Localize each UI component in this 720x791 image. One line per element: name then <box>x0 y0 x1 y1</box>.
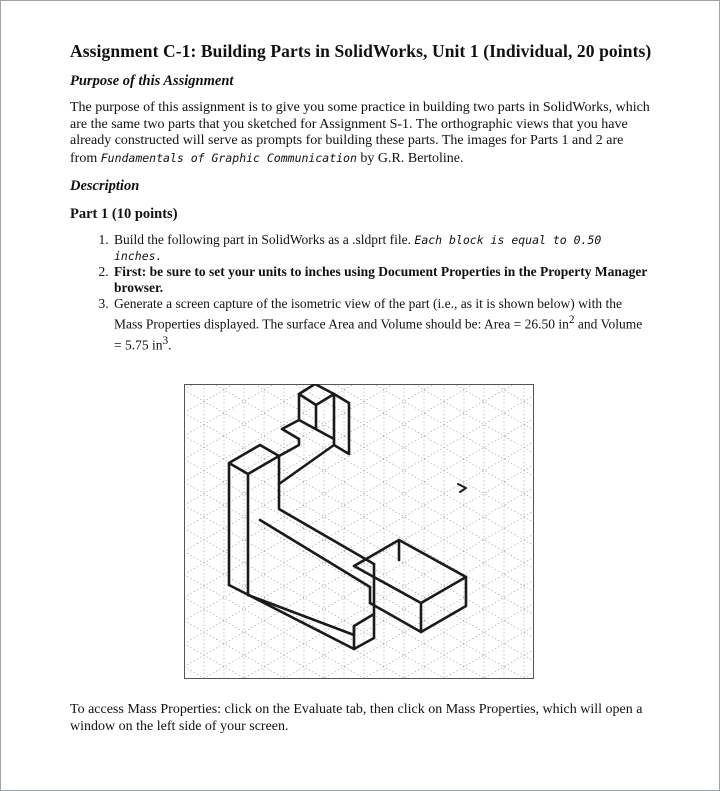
instruction-list <box>70 232 652 353</box>
purpose-paragraph <box>70 100 650 167</box>
figure-border <box>185 385 534 679</box>
step3-text-b: and Volume = 5.75 in <box>114 316 643 352</box>
step3-text-c: . <box>168 337 172 352</box>
list-item <box>112 296 652 353</box>
area-exponent: 2 <box>568 314 575 326</box>
book-title: Fundamentals of Graphic Communication <box>100 150 357 165</box>
list-item <box>112 232 652 264</box>
assignment-title: Assignment C-1: Building Parts in SolidWorks, Unit 1 (Individual, 20 points) <box>70 41 652 61</box>
footer-note: To access Mass Properties: click on the Evaluate tab, then click on Mass Properties, which will open a window on the left side of your screen. <box>70 702 643 734</box>
volume-exponent: 3 <box>162 334 169 347</box>
part1-heading: Part 1 (10 points) <box>70 206 178 222</box>
step1-text: Build the following part in SolidWorks as a .sldprt file. <box>114 232 415 247</box>
description-heading: Description <box>70 178 140 194</box>
document-body <box>70 41 660 353</box>
isometric-part-figure <box>184 384 534 679</box>
purpose-text-start: The purpose of this assignment is to give you some practice in building two parts in SolidWorks, which are the same two parts that you sketched for Assignment S-1. The orthographic views that you have already constructed will serve as prompts for building these parts. The images for Parts 1 and 2 are from <box>70 100 650 166</box>
step3-text-a: Generate a screen capture of the isometric view of the part (i.e., as it is shown below) with the Mass Properties displayed. The surface Area and Volume should be: Area = 26.50 in <box>114 296 622 332</box>
step2-bold-text: First: be sure to set your units to inches using Document Properties in the Property Manager browser. <box>114 264 648 295</box>
purpose-text-end: by G.R. Bertoline. <box>356 150 464 166</box>
step1-block-note: Each block is equal to 0.50 inches. <box>114 233 602 263</box>
list-item <box>112 264 652 296</box>
purpose-heading: Purpose of this Assignment <box>70 73 234 89</box>
